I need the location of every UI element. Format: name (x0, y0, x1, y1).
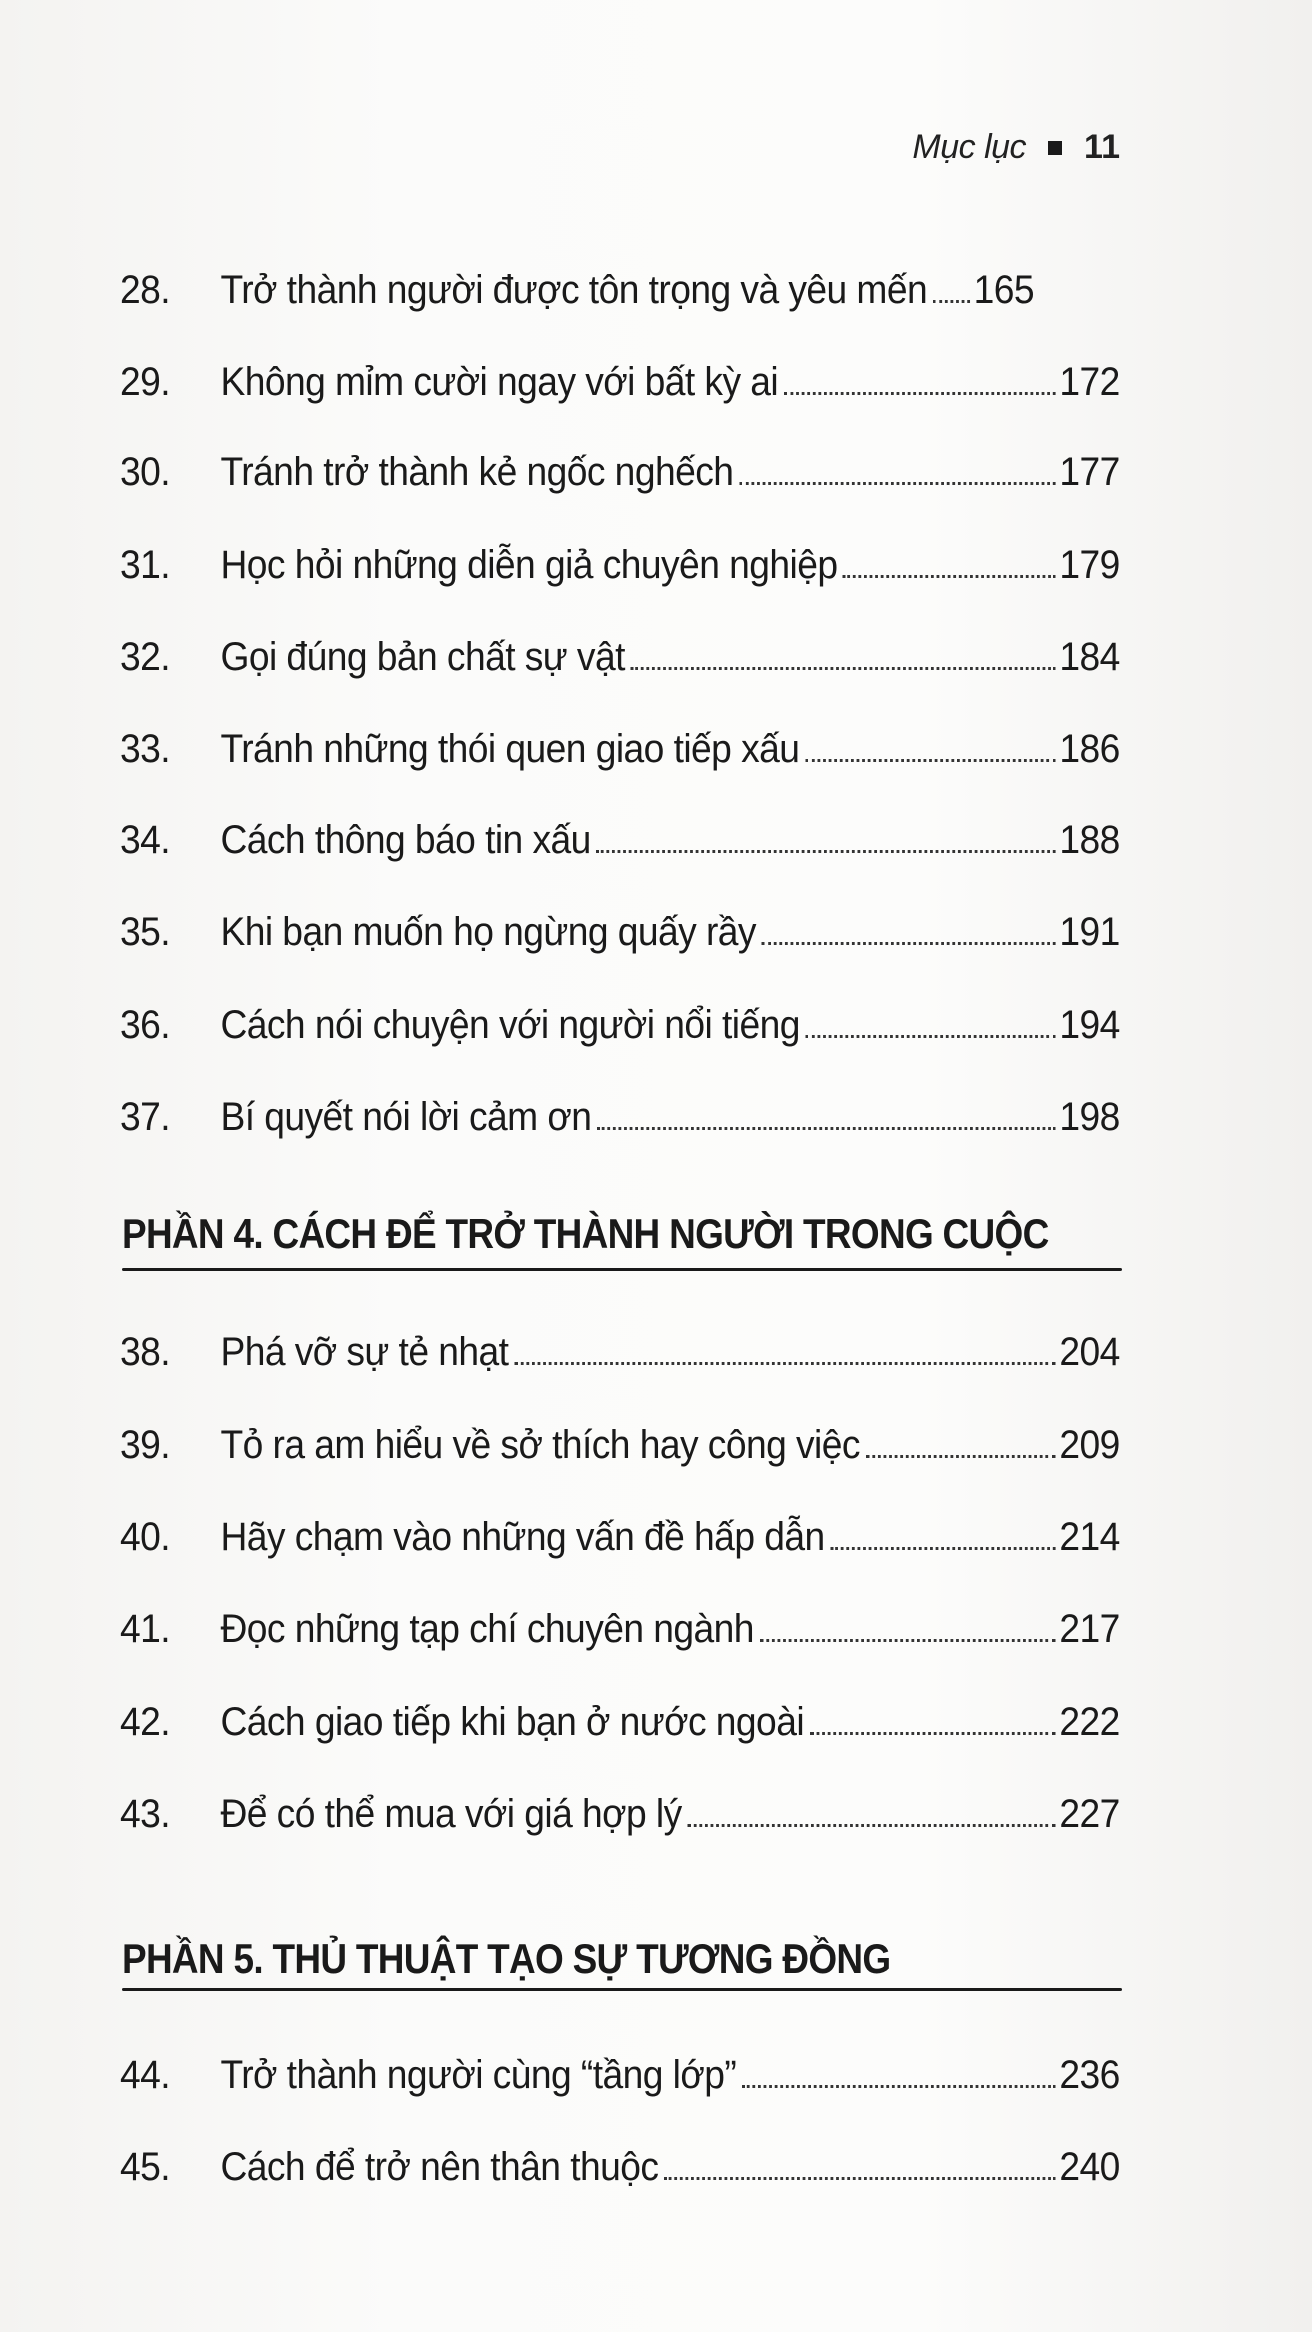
entry-title: Đọc những tạp chí chuyên ngành (220, 1607, 754, 1651)
entry-number: 32. (120, 635, 171, 679)
toc-entry[interactable] (120, 727, 1120, 787)
entry-page: 184 (1059, 635, 1120, 679)
entry-number: 36. (120, 1003, 171, 1047)
entry-number: 44. (120, 2053, 171, 2097)
section-heading-part5[interactable]: PHẦN 5. THỦ THUẬT TẠO SỰ TƯƠNG ĐỒNG (122, 1935, 891, 1982)
entry-number: 29. (120, 360, 171, 404)
entry-page: 240 (1059, 2145, 1120, 2189)
toc-entry[interactable] (120, 1423, 1120, 1483)
toc-entry[interactable] (120, 818, 1120, 878)
entry-title: Gọi đúng bản chất sự vật (220, 635, 625, 679)
dot-leader (762, 942, 1056, 945)
dot-leader (843, 575, 1056, 578)
entry-number: 35. (120, 910, 171, 954)
dot-leader (739, 482, 1056, 485)
entry-title: Tỏ ra am hiểu về sở thích hay công việc (220, 1423, 860, 1467)
entry-page: 222 (1059, 1700, 1120, 1744)
dot-leader (742, 2085, 1056, 2088)
section-divider (122, 1268, 1122, 1271)
toc-entry[interactable] (120, 1792, 1120, 1852)
entry-page: 188 (1059, 818, 1120, 862)
entry-title: Cách thông báo tin xấu (220, 818, 591, 862)
toc-entry[interactable] (120, 2145, 1120, 2205)
dot-leader (687, 1824, 1055, 1827)
entry-number: 30. (120, 450, 171, 494)
entry-number: 45. (120, 2145, 171, 2189)
dot-leader (596, 850, 1055, 853)
toc-entry[interactable] (120, 910, 1120, 970)
entry-page: 209 (1059, 1423, 1120, 1467)
entry-page: 217 (1059, 1607, 1120, 1651)
toc-entry[interactable] (120, 543, 1120, 603)
dot-leader (805, 1035, 1055, 1038)
toc-entry[interactable] (120, 1607, 1120, 1667)
entry-number: 39. (120, 1423, 171, 1467)
entry-number: 40. (120, 1515, 171, 1559)
entry-page: 198 (1059, 1095, 1120, 1139)
toc-entry[interactable] (120, 635, 1120, 695)
entry-title: Tránh những thói quen giao tiếp xấu (220, 727, 800, 771)
entry-title: Học hỏi những diễn giả chuyên nghiệp (220, 543, 838, 587)
entry-page: 177 (1059, 450, 1120, 494)
entry-title: Khi bạn muốn họ ngừng quấy rầy (220, 910, 756, 954)
entry-title: Cách để trở nên thân thuộc (220, 2145, 659, 2189)
entry-page: 179 (1059, 543, 1120, 587)
toc-entry[interactable] (120, 1515, 1120, 1575)
dot-leader (514, 1362, 1056, 1365)
entry-page: 172 (1059, 360, 1120, 404)
entry-number: 41. (120, 1607, 171, 1651)
dot-leader (630, 667, 1055, 670)
entry-page: 227 (1059, 1792, 1120, 1836)
entry-number: 34. (120, 818, 171, 862)
section-heading-part4[interactable]: PHẦN 4. CÁCH ĐỂ TRỞ THÀNH NGƯỜI TRONG CUỘC (122, 1210, 1049, 1257)
dot-leader (597, 1127, 1056, 1130)
entry-page: 186 (1059, 727, 1120, 771)
dot-leader (830, 1547, 1055, 1550)
entry-title: Trở thành người cùng “tầng lớp” (220, 2053, 737, 2097)
entry-title: Hãy chạm vào những vấn đề hấp dẫn (220, 1515, 825, 1559)
toc-entry[interactable] (120, 360, 1120, 420)
dot-leader (866, 1455, 1056, 1458)
entry-page: 191 (1059, 910, 1120, 954)
entry-title: Bí quyết nói lời cảm ơn (220, 1095, 592, 1139)
entry-page: 214 (1059, 1515, 1120, 1559)
toc-entry[interactable] (120, 450, 1120, 510)
entry-page: 165 (973, 268, 1035, 312)
entry-title: Cách nói chuyện với người nổi tiếng (220, 1003, 800, 1047)
entry-number: 38. (120, 1330, 171, 1374)
entry-title: Cách giao tiếp khi bạn ở nước ngoài (220, 1700, 805, 1744)
running-head (912, 128, 1120, 167)
toc-entry[interactable] (120, 268, 1120, 328)
entry-number: 37. (120, 1095, 171, 1139)
entry-page: 204 (1059, 1330, 1120, 1374)
entry-title: Không mỉm cười ngay với bất kỳ ai (220, 360, 779, 404)
entry-page: 236 (1059, 2053, 1120, 2097)
entry-number: 33. (120, 727, 171, 771)
entry-title: Phá vỡ sự tẻ nhạt (220, 1330, 509, 1374)
entry-title: Tránh trở thành kẻ ngốc nghếch (220, 450, 734, 494)
entry-page: 194 (1059, 1003, 1120, 1047)
dot-leader (760, 1639, 1056, 1642)
entry-number: 28. (120, 268, 171, 312)
dot-leader (664, 2177, 1056, 2180)
toc-entry[interactable] (120, 1095, 1120, 1155)
toc-entry[interactable] (120, 1700, 1120, 1760)
dot-leader (933, 300, 970, 303)
entry-title: Để có thể mua với giá hợp lý (220, 1792, 682, 1836)
section-divider (122, 1988, 1122, 1991)
dot-leader (784, 392, 1056, 395)
entry-number: 31. (120, 543, 171, 587)
square-bullet-icon (1048, 141, 1062, 155)
toc-entry[interactable] (120, 1003, 1120, 1063)
entry-number: 42. (120, 1700, 171, 1744)
entry-title: Trở thành người được tôn trọng và yêu mến (220, 268, 928, 312)
dot-leader (805, 759, 1056, 762)
dot-leader (810, 1732, 1056, 1735)
page-number: 11 (1084, 128, 1120, 166)
toc-entry[interactable] (120, 2053, 1120, 2113)
entry-number: 43. (120, 1792, 171, 1836)
running-head-title: Mục lục (912, 128, 1027, 166)
toc-entry[interactable] (120, 1330, 1120, 1390)
